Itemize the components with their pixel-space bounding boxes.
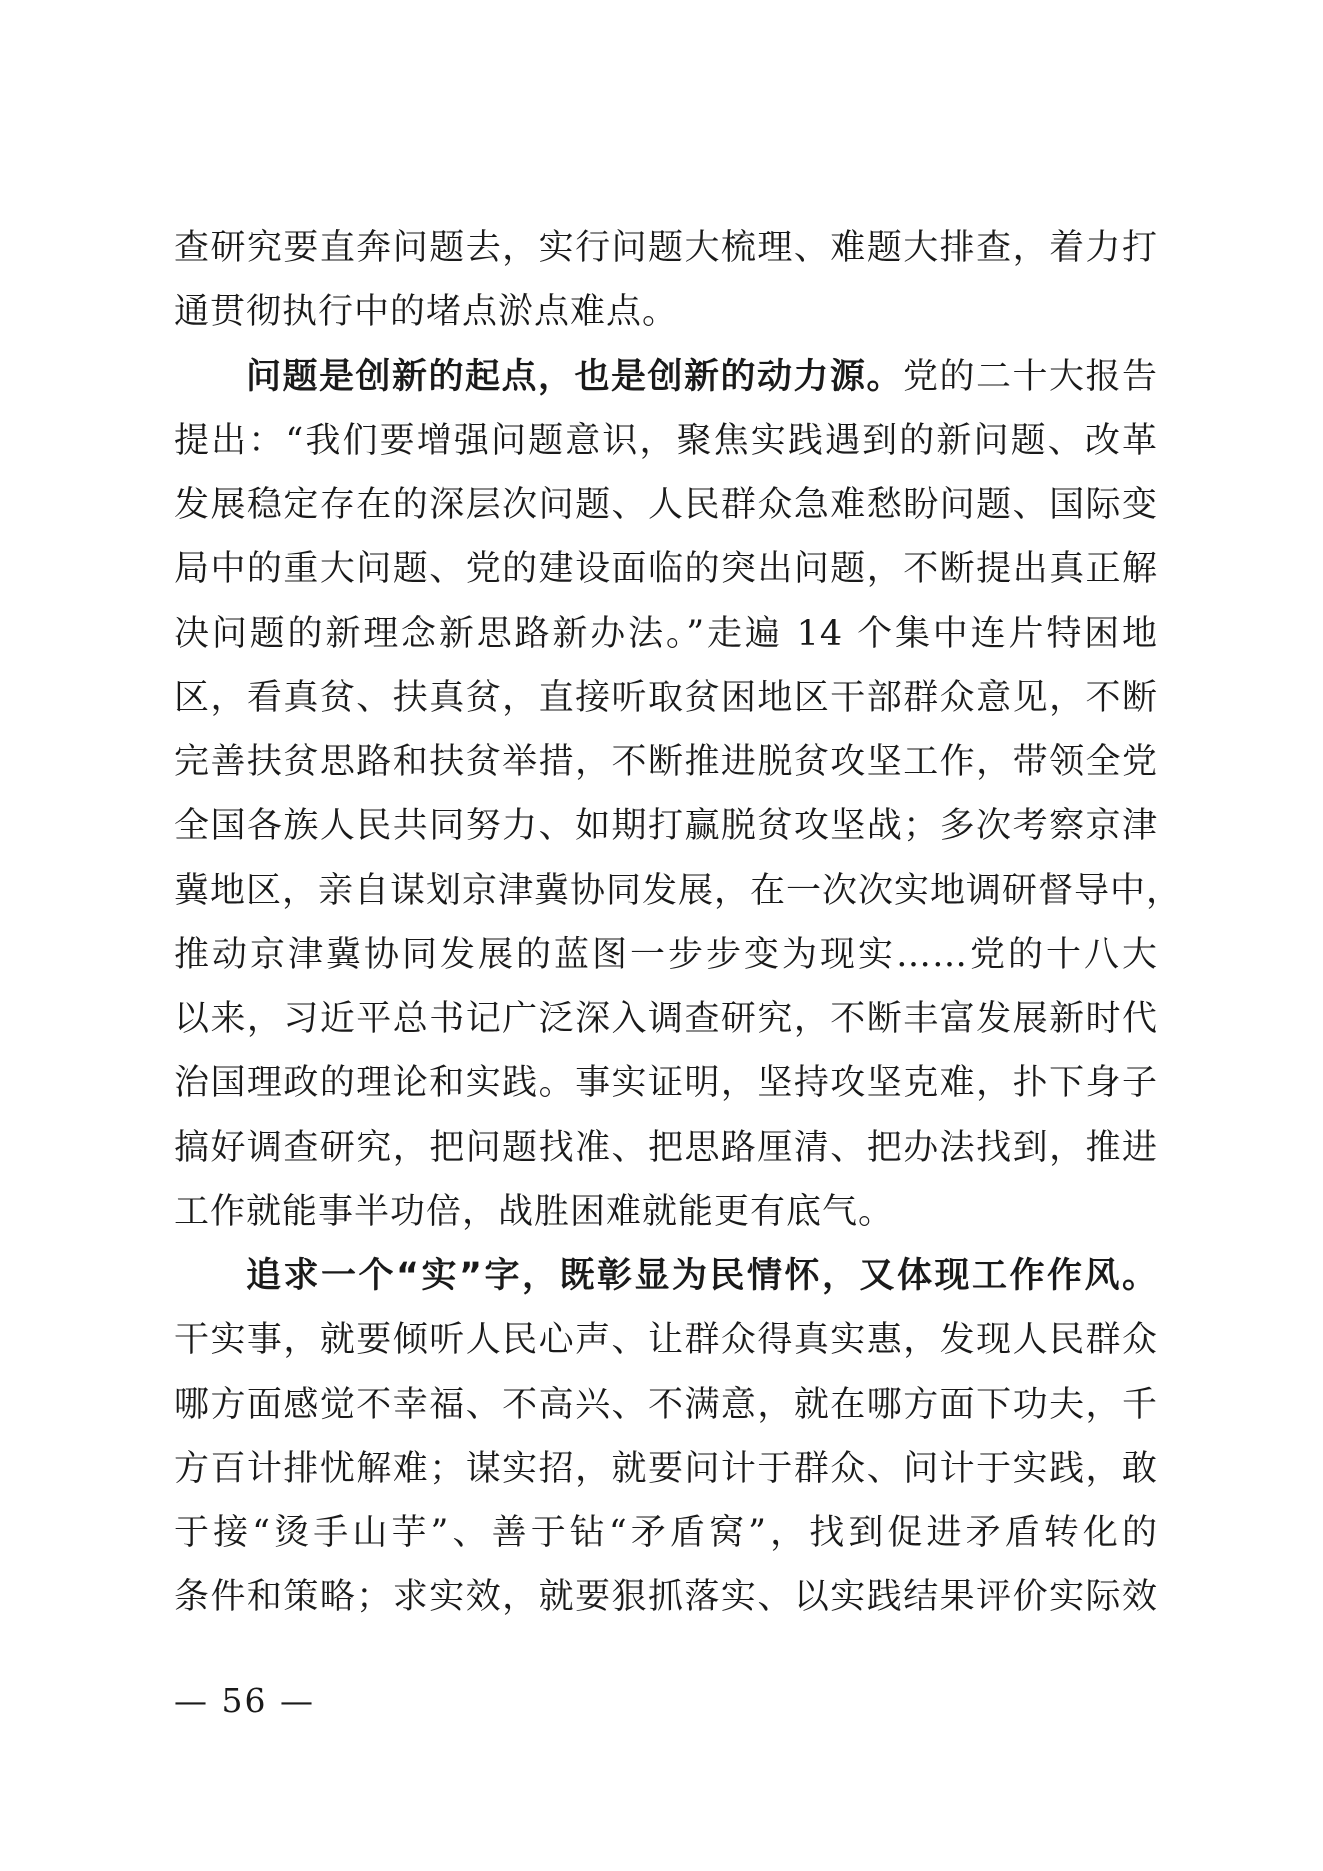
text-line: 哪方面感觉不幸福、不高兴、不满意，就在哪方面下功夫，千	[174, 1385, 1158, 1425]
text-line: 干实事，就要倾听人民心声、让群众得真实惠，发现人民群众	[174, 1320, 1158, 1360]
text-line: 条件和策略；求实效，就要狠抓落实、以实践结果评价实际效	[174, 1577, 1158, 1617]
page-number: — 56 —	[174, 1681, 315, 1720]
text-line: 于接“烫手山芋”、善于钻“矛盾窝”，找到促进矛盾转化的	[174, 1513, 1158, 1553]
text-line: 工作就能事半功倍，战胜困难就能更有底气。	[174, 1192, 895, 1232]
text-line: 全国各族人民共同努力、如期打赢脱贫攻坚战；多次考察京津	[174, 806, 1158, 846]
text-line: 方百计排忧解难；谋实招，就要问计于群众、问计于实践，敢	[174, 1449, 1158, 1489]
text-line: 以来，习近平总书记广泛深入调查研究，不断丰富发展新时代	[174, 999, 1158, 1039]
text-line: 搞好调查研究，把问题找准、把思路厘清、把办法找到，推进	[174, 1128, 1158, 1168]
text-line: 治国理政的理论和实践。事实证明，坚持攻坚克难，扑下身子	[174, 1063, 1158, 1103]
text-continuation: 党的二十大报告	[902, 357, 1158, 397]
text-line: 推动京津冀协同发展的蓝图一步步变为现实……党的十八大	[174, 935, 1158, 975]
paragraph-heading-line	[246, 346, 1158, 408]
text-line: 完善扶贫思路和扶贫举措，不断推进脱贫攻坚工作，带领全党	[174, 742, 1158, 782]
text-line: 发展稳定存在的深层次问题、人民群众急难愁盼问题、国际变	[174, 485, 1158, 525]
bold-lead-sentence: 问题是创新的起点，也是创新的动力源。	[246, 357, 903, 397]
text-line: 冀地区，亲自谋划京津冀协同发展，在一次次实地调研督导中，	[174, 871, 1183, 911]
text-line: 查研究要直奔问题去，实行问题大梳理、难题大排查，着力打	[174, 228, 1158, 268]
text-line: 局中的重大问题、党的建设面临的突出问题，不断提出真正解	[174, 549, 1158, 589]
bold-lead-sentence: 追求一个“实”字，既彰显为民情怀，又体现工作作风。	[246, 1256, 1158, 1296]
text-line: 通贯彻执行中的堵点淤点难点。	[174, 292, 679, 332]
paragraph-heading-line	[246, 1245, 1158, 1307]
text-line: 提出：“我们要增强问题意识，聚焦实践遇到的新问题、改革	[174, 421, 1158, 461]
text-line: 决问题的新理念新思路新办法。”走遍 14 个集中连片特困地	[174, 614, 1158, 654]
text-line: 区，看真贫、扶真贫，直接听取贫困地区干部群众意见，不断	[174, 678, 1158, 718]
